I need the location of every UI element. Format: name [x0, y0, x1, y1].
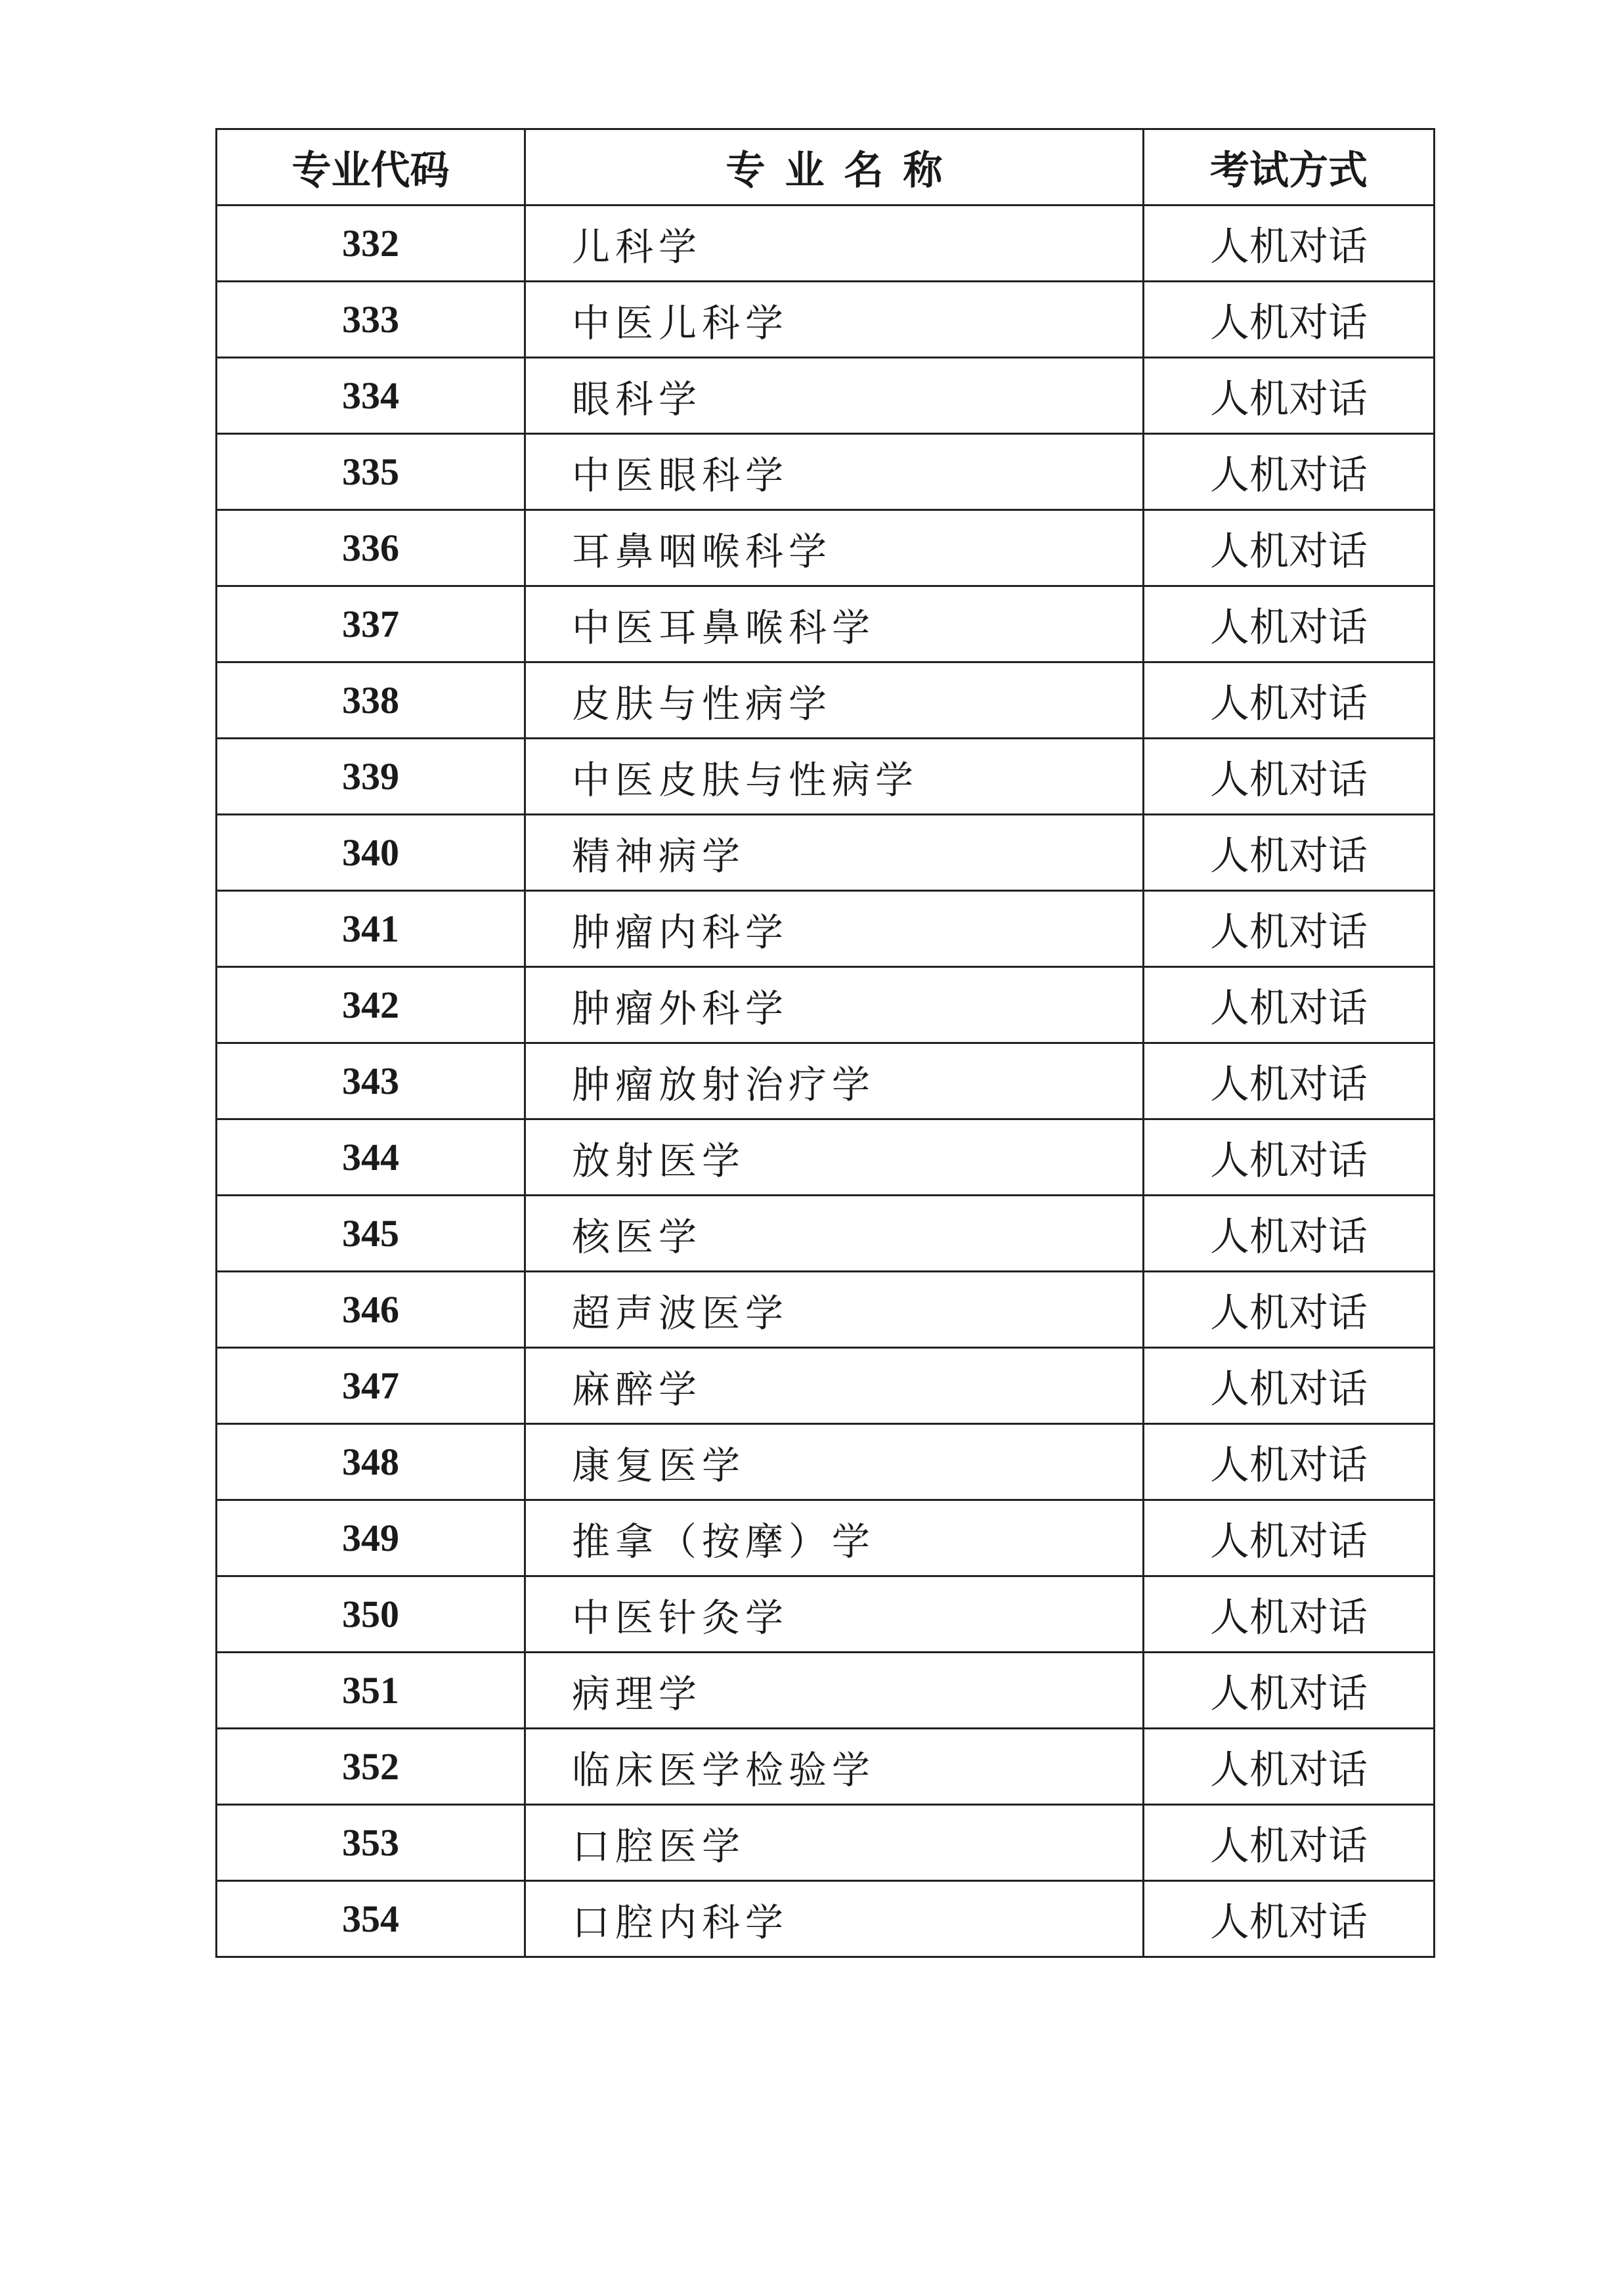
- table-row: [217, 1196, 1435, 1272]
- specialty-name-cell: 肿瘤内科学: [525, 891, 1144, 967]
- exam-mode-cell: 人机对话: [1144, 206, 1435, 282]
- table-row: [217, 358, 1435, 434]
- specialty-name-cell: 中医儿科学: [525, 282, 1144, 358]
- specialty-name-cell: 口腔内科学: [525, 1881, 1144, 1957]
- exam-mode-cell: 人机对话: [1144, 1653, 1435, 1729]
- specialty-name-cell: 耳鼻咽喉科学: [525, 510, 1144, 586]
- table-row: [217, 206, 1435, 282]
- table-row: [217, 434, 1435, 510]
- specialty-code-cell: 342: [217, 967, 525, 1043]
- specialty-name-cell: 中医眼科学: [525, 434, 1144, 510]
- exam-mode-cell: 人机对话: [1144, 1576, 1435, 1653]
- table-row: [217, 1500, 1435, 1576]
- specialty-code-cell: 339: [217, 739, 525, 815]
- specialty-name-cell: 中医针灸学: [525, 1576, 1144, 1653]
- specialty-code-cell: 350: [217, 1576, 525, 1653]
- specialty-code-cell: 334: [217, 358, 525, 434]
- exam-mode-cell: 人机对话: [1144, 1881, 1435, 1957]
- specialty-code-cell: 353: [217, 1805, 525, 1881]
- table-row: [217, 1272, 1435, 1348]
- table-row: [217, 1805, 1435, 1881]
- table-row: [217, 1119, 1435, 1196]
- exam-mode-cell: 人机对话: [1144, 1500, 1435, 1576]
- specialty-code-cell: 337: [217, 586, 525, 662]
- table-row: [217, 1424, 1435, 1500]
- table-row: [217, 282, 1435, 358]
- specialty-code-cell: 341: [217, 891, 525, 967]
- specialty-name-cell: 放射医学: [525, 1119, 1144, 1196]
- specialty-name-cell: 眼科学: [525, 358, 1144, 434]
- specialty-name-cell: 核医学: [525, 1196, 1144, 1272]
- table-row: [217, 739, 1435, 815]
- exam-mode-cell: 人机对话: [1144, 1348, 1435, 1424]
- specialty-name-cell: 康复医学: [525, 1424, 1144, 1500]
- specialty-code-cell: 340: [217, 815, 525, 891]
- table-row: [217, 1729, 1435, 1805]
- exam-mode-cell: 人机对话: [1144, 1424, 1435, 1500]
- table-row: [217, 1653, 1435, 1729]
- table-row: [217, 891, 1435, 967]
- exam-mode-cell: 人机对话: [1144, 1805, 1435, 1881]
- specialty-code-cell: 333: [217, 282, 525, 358]
- specialty-code-cell: 354: [217, 1881, 525, 1957]
- table-row: [217, 1576, 1435, 1653]
- exam-mode-cell: 人机对话: [1144, 891, 1435, 967]
- specialty-code-cell: 343: [217, 1043, 525, 1119]
- table-row: [217, 662, 1435, 739]
- specialty-name-cell: 中医耳鼻喉科学: [525, 586, 1144, 662]
- exam-mode-cell: 人机对话: [1144, 967, 1435, 1043]
- specialty-name-cell: 儿科学: [525, 206, 1144, 282]
- table-row: [217, 1881, 1435, 1957]
- table-header-row: [217, 129, 1435, 206]
- specialty-code-cell: 352: [217, 1729, 525, 1805]
- specialty-code-cell: 336: [217, 510, 525, 586]
- table-row: [217, 1043, 1435, 1119]
- table-row: [217, 510, 1435, 586]
- exam-mode-cell: 人机对话: [1144, 662, 1435, 739]
- specialty-name-cell: 肿瘤外科学: [525, 967, 1144, 1043]
- exam-mode-cell: 人机对话: [1144, 1272, 1435, 1348]
- exam-mode-cell: 人机对话: [1144, 434, 1435, 510]
- exam-mode-cell: 人机对话: [1144, 282, 1435, 358]
- exam-mode-cell: 人机对话: [1144, 1119, 1435, 1196]
- specialty-code-cell: 348: [217, 1424, 525, 1500]
- specialty-name-cell: 病理学: [525, 1653, 1144, 1729]
- specialty-name-cell: 麻醉学: [525, 1348, 1144, 1424]
- table-body: [217, 206, 1435, 1957]
- specialty-code-cell: 332: [217, 206, 525, 282]
- header-specialty-code: 专业代码: [217, 129, 525, 206]
- header-exam-mode: 考试方式: [1144, 129, 1435, 206]
- table-row: [217, 1348, 1435, 1424]
- specialty-name-cell: 超声波医学: [525, 1272, 1144, 1348]
- specialty-code-cell: 351: [217, 1653, 525, 1729]
- specialty-code-cell: 344: [217, 1119, 525, 1196]
- specialty-table: [215, 128, 1435, 1958]
- specialty-name-cell: 口腔医学: [525, 1805, 1144, 1881]
- exam-mode-cell: 人机对话: [1144, 815, 1435, 891]
- specialty-code-cell: 346: [217, 1272, 525, 1348]
- table-row: [217, 586, 1435, 662]
- exam-mode-cell: 人机对话: [1144, 358, 1435, 434]
- specialty-code-cell: 338: [217, 662, 525, 739]
- exam-mode-cell: 人机对话: [1144, 586, 1435, 662]
- exam-mode-cell: 人机对话: [1144, 1043, 1435, 1119]
- specialty-code-cell: 335: [217, 434, 525, 510]
- specialty-name-cell: 推拿（按摩）学: [525, 1500, 1144, 1576]
- specialty-name-cell: 精神病学: [525, 815, 1144, 891]
- exam-mode-cell: 人机对话: [1144, 510, 1435, 586]
- specialty-name-cell: 临床医学检验学: [525, 1729, 1144, 1805]
- specialty-code-cell: 345: [217, 1196, 525, 1272]
- specialty-code-cell: 347: [217, 1348, 525, 1424]
- exam-mode-cell: 人机对话: [1144, 1196, 1435, 1272]
- specialty-name-cell: 皮肤与性病学: [525, 662, 1144, 739]
- specialty-name-cell: 中医皮肤与性病学: [525, 739, 1144, 815]
- specialty-code-cell: 349: [217, 1500, 525, 1576]
- table-row: [217, 967, 1435, 1043]
- exam-mode-cell: 人机对话: [1144, 1729, 1435, 1805]
- header-specialty-name: 专业名称: [525, 129, 1144, 206]
- specialty-name-cell: 肿瘤放射治疗学: [525, 1043, 1144, 1119]
- table-row: [217, 815, 1435, 891]
- exam-mode-cell: 人机对话: [1144, 739, 1435, 815]
